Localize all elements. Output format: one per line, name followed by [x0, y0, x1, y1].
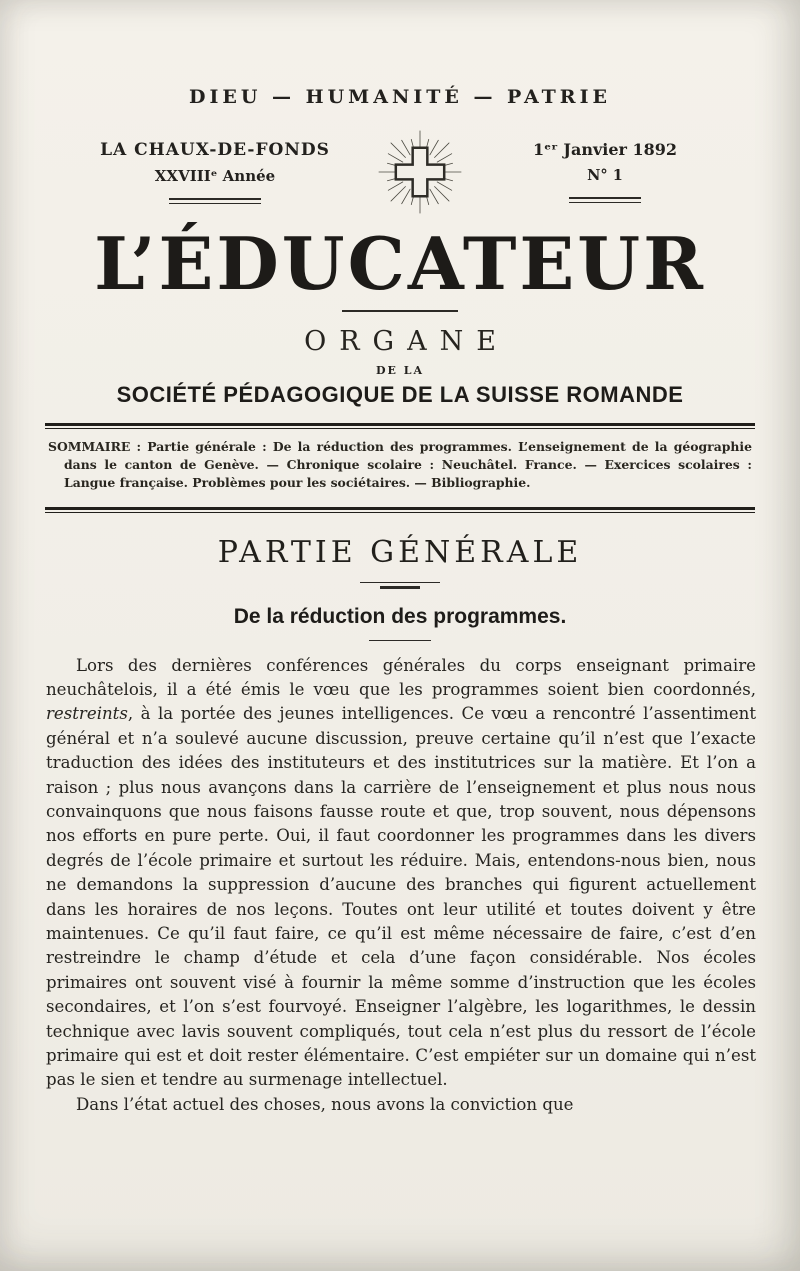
section-ornament-thick: [380, 586, 420, 589]
divider-double-top: [45, 423, 755, 429]
section-ornament-thin: [360, 582, 440, 583]
paragraph-1-text-start: Lors des dernières conférences générales du corps enseignant primaire neuchâtelois, il a été émis le vœu que les programmes soient bien coordonnés,: [46, 655, 756, 699]
masthead-place: LA CHAUX-DE-FONDS: [100, 140, 330, 160]
masthead-date: 1ᵉʳ Janvier 1892: [532, 140, 678, 159]
paragraph-1-italic-word: restreints: [46, 704, 128, 724]
article-heading: De la réduction des programmes.: [233, 604, 567, 628]
article-paragraph-2: Dans l’état actuel des choses, nous avons la conviction que: [76, 1094, 574, 1114]
subtitle-de-la: DE LA: [375, 363, 425, 377]
masthead: [0, 134, 800, 216]
article-heading-rule: [369, 640, 431, 641]
divider-double-bottom: [45, 507, 755, 513]
masthead-right: [485, 134, 725, 203]
summary-block: SOMMAIRE : Partie générale : De la réduction des programmes. L’enseignement de la géographie dans le canton de Genève. — Chronique scolaire : Neuchâtel. France. — Exercices scolaires : Langue française. Problèmes pour les sociétaires. — Bibliographie.: [48, 438, 752, 490]
masthead-volume: XXVIIIᵉ Année: [154, 167, 276, 185]
radiant-cross-icon: [374, 128, 466, 216]
article-paragraph-1: [46, 654, 756, 1093]
masthead-issue-number: N° 1: [587, 167, 623, 184]
masthead-right-rule: [569, 197, 641, 203]
article-body: [46, 654, 756, 1118]
masthead-emblem: [355, 128, 485, 216]
journal-title: L’ÉDUCATEUR: [94, 221, 706, 306]
masthead-left: [75, 134, 355, 204]
society-name: SOCIÉTÉ PÉDAGOGIQUE DE LA SUISSE ROMANDE: [116, 381, 684, 407]
motto: DIEU — HUMANITÉ — PATRIE: [189, 86, 611, 108]
masthead-left-rule: [169, 198, 261, 204]
title-rule: [342, 310, 458, 312]
section-title: PARTIE GÉNÉRALE: [217, 534, 583, 570]
paragraph-1-text-end: , à la portée des jeunes intelligences. Ce vœu a rencontré l’assentiment général et n’a soulevé aucune discussion, preuve certaine qu’il n’est que l’exacte traduction des idées des instituteurs et des institutrices sur la matière. Et l’on a raison ; plus nous avançons dans la carrière de l’enseignement et plus nous nous convainquons que nous faisons fausse route et que, trop souvent, nous dépensons nos efforts en pure perte. Oui, il faut coordonner les programmes dans les divers degrés de l’école primaire et surtout les réduire. Mais, entendons-nous bien, nous ne demandons la suppression d’aucune des branches qui figurent actuellement dans les horaires de nos leçons. Toutes ont leur utilité et toutes doivent y être maintenues. Ce qu’il faut faire, ce qu’il est même nécessaire de faire, c’est d’en restreindre le champ d’étude et cela d’une façon considérable. Nos écoles primaires ont souvent visé à fournir la même somme d’instruction que les écoles secondaires, et l’on s’est fourvoyé. Enseigner l’algèbre, les logarithmes, le dessin technique avec lavis souvent compliqués, tout cela n’est plus du ressort de l’école primaire qui est et doit rester élémentaire. C’est empiéter sur un domaine qui n’est pas le sien et tendre au surmenage intellectuel.: [46, 704, 756, 1090]
subtitle-organe: ORGANE: [304, 325, 509, 357]
